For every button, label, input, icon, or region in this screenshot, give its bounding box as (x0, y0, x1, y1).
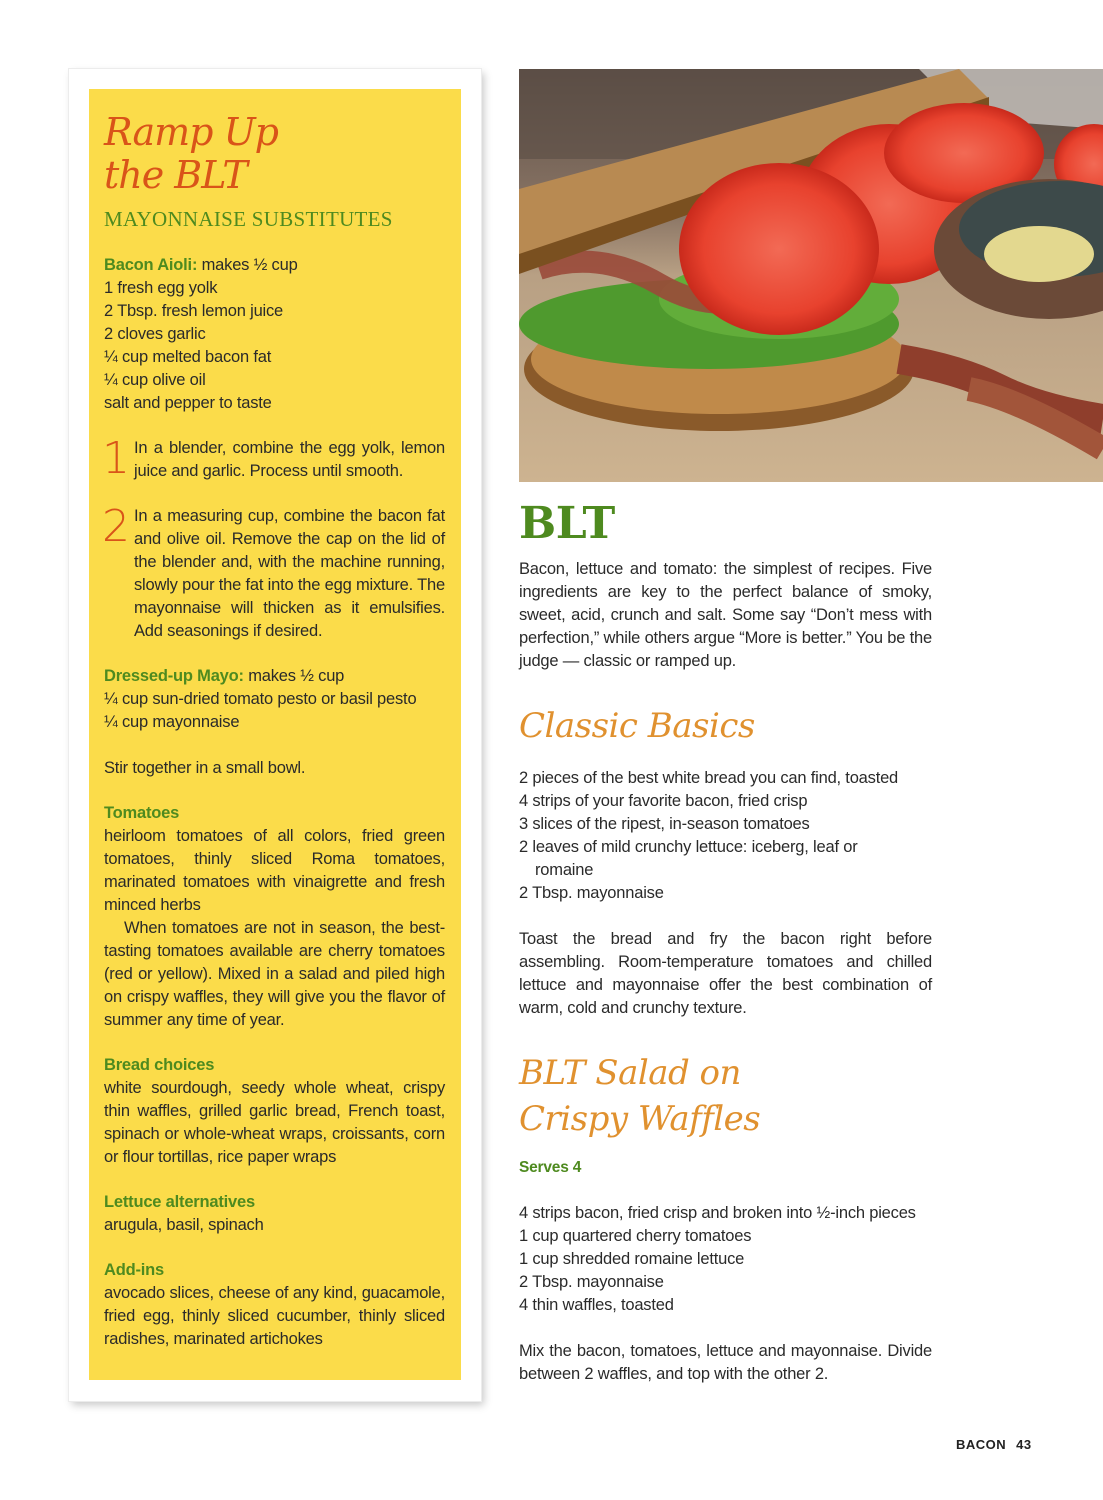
mayo-instruction: Stir together in a small bowl. (104, 759, 306, 777)
footer-section: BACON (956, 1437, 1007, 1452)
aioli-ingredient: 1 fresh egg yolk (104, 279, 218, 297)
aioli-yield: makes ½ cup (197, 256, 298, 274)
blt-photo-illustration (519, 69, 1103, 482)
addins-heading: Add-ins (104, 1261, 165, 1279)
bread-text: white sourdough, seedy whole wheat, crispy thin waffles, grilled garlic bread, French toast, spinach or whole-wheat wraps, croissants, corn or flour tortillas, rice paper wraps (104, 1079, 445, 1166)
bacon-aioli-recipe (104, 254, 445, 643)
mayo-ingredient: ¼ cup sun-dried tomato pesto or basil pesto (104, 690, 417, 708)
bread-heading: Bread choices (104, 1056, 215, 1074)
lettuce-heading: Lettuce alternatives (104, 1193, 255, 1211)
aioli-step (102, 501, 445, 643)
serves-label: Serves 4 (519, 1159, 582, 1176)
mayo-yield: makes ½ cup (243, 667, 345, 685)
tomatoes-text: heirloom tomatoes of all colors, fried green tomatoes, thinly sliced Roma tomatoes, marinated tomatoes with vinaigrette and fresh minced herbs (104, 827, 445, 914)
aioli-ingredient: ¼ cup olive oil (104, 371, 206, 389)
main-column (519, 498, 932, 1386)
addins-section (104, 1259, 445, 1351)
aioli-step (102, 433, 445, 484)
dressed-up-mayo-recipe (104, 665, 445, 780)
addins-text: avocado slices, cheese of any kind, guacamole, fried egg, thinly sliced cucumber, thinly sliced radishes, marinated artichokes (104, 1284, 445, 1348)
lettuce-text: arugula, basil, spinach (104, 1216, 264, 1234)
aioli-ingredient: 2 cloves garlic (104, 325, 206, 343)
salad-ingredients-list (519, 1202, 932, 1317)
mayo-ingredient: ¼ cup mayonnaise (104, 713, 240, 731)
ingredient-item: 2 leaves of mild crunchy lettuce: iceberg, leaf or romaine (519, 838, 858, 879)
aioli-label: Bacon Aioli: (104, 256, 198, 274)
page-number: 43 (1016, 1437, 1032, 1452)
tomatoes-section (104, 802, 445, 1032)
lettuce-section (104, 1191, 445, 1237)
step-number: 2 (102, 501, 130, 552)
aioli-ingredient: ¼ cup melted bacon fat (104, 348, 272, 366)
sidebar-subtitle: MAYONNAISE SUBSTITUTES (104, 207, 393, 231)
ingredient-item: 1 cup shredded romaine lettuce (519, 1250, 745, 1268)
ingredient-item: 2 Tbsp. mayonnaise (519, 1273, 664, 1291)
salad-heading (519, 1050, 932, 1142)
ingredient-item: 1 cup quartered cherry tomatoes (519, 1227, 752, 1245)
step-text: In a blender, combine the egg yolk, lemon juice and garlic. Process until smooth. (134, 439, 445, 480)
aioli-ingredient: 2 Tbsp. fresh lemon juice (104, 302, 284, 320)
step-number: 1 (102, 433, 130, 484)
ingredient-item: 4 strips bacon, fried crisp and broken into ½-inch pieces (519, 1204, 916, 1222)
sidebar-panel (89, 89, 461, 1380)
ingredient-item: 3 slices of the ripest, in-season tomatoes (519, 815, 810, 833)
ingredient-item: 2 pieces of the best white bread you can find, toasted (519, 769, 899, 787)
step-text: In a measuring cup, combine the bacon fat and olive oil. Remove the cap on the lid of the blender and, with the machine running, slowly pour the fat into the egg mixture. The mayonnaise will thicken as it emulsifies. Add seasonings if desired. (134, 507, 445, 640)
classic-basics-heading: Classic Basics (519, 706, 755, 746)
salad-heading-line1: BLT Salad on (519, 1053, 741, 1093)
ingredient-item: 4 strips of your favorite bacon, fried crisp (519, 792, 808, 810)
sidebar-title (104, 111, 445, 197)
page-title: BLT (519, 498, 615, 549)
page-footer (956, 1437, 1032, 1452)
ingredient-item: 4 thin waffles, toasted (519, 1296, 674, 1314)
classic-instructions: Toast the bread and fry the bacon right before assembling. Room-temperature tomatoes and chilled lettuce and mayonnaise offer the best combination of warm, cold and crunchy texture. (519, 930, 932, 1017)
aioli-ingredient: salt and pepper to taste (104, 394, 272, 412)
tomatoes-heading: Tomatoes (104, 804, 180, 822)
sidebar-title-line1: Ramp Up (104, 110, 278, 154)
classic-ingredients-list (519, 767, 932, 905)
mayo-label: Dressed-up Mayo: (104, 667, 244, 685)
sidebar-title-line2: the BLT (104, 153, 247, 197)
tomatoes-text-2: When tomatoes are not in season, the best-tasting tomatoes available are cherry tomatoes (red or yellow). Mixed in a salad and piled high on crispy waffles, they will give you the flavor of summer any time of year. (104, 919, 445, 1029)
bread-section (104, 1054, 445, 1169)
sidebar-card (69, 69, 481, 1401)
intro-paragraph: Bacon, lettuce and tomato: the simplest of recipes. Five ingredients are key to the perfect balance of smoky, sweet, acid, crunch and salt. Some say “Don’t mess with perfection,” while others argue “More is better.” You be the judge — classic or ramped up. (519, 560, 932, 670)
ingredient-item: 2 Tbsp. mayonnaise (519, 884, 664, 902)
salad-heading-line2: Crispy Waffles (519, 1099, 761, 1139)
salad-instructions: Mix the bacon, tomatoes, lettuce and mayonnaise. Divide between 2 waffles, and top with the other 2. (519, 1342, 932, 1383)
blt-photo (519, 69, 1103, 482)
